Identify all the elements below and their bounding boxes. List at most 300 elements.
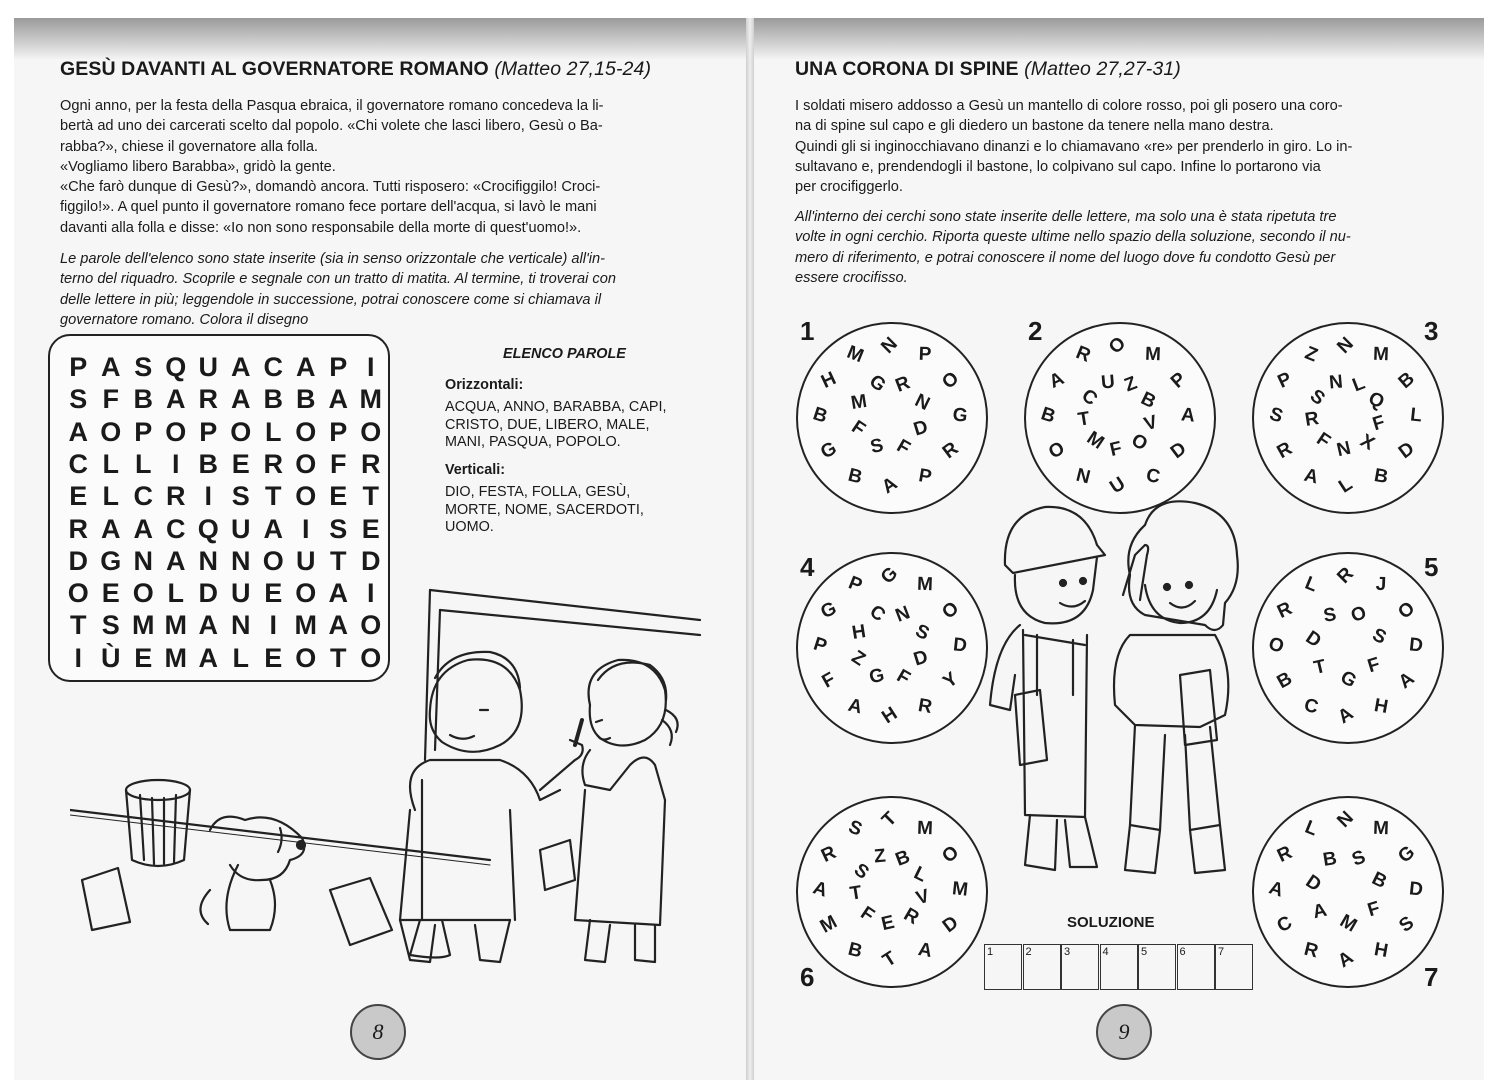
grid-letter: E [134,642,153,673]
grid-letter: S [329,513,348,544]
grid-letter: A [166,545,186,576]
grid-letter: O [132,578,154,609]
circle-letter: N [1335,437,1354,462]
circle-letter: F [892,665,914,690]
grid-letter: B [296,384,316,415]
circle-letter: V [1141,411,1161,436]
grid-letter: B [133,384,153,415]
book-spine [746,18,754,1080]
grid-letter: P [69,352,88,382]
story-text [60,96,700,238]
grid-letter: E [69,481,88,512]
solution-cell[interactable]: 7 [1215,944,1253,990]
circle-letter: C [865,601,890,627]
circle-letter: R [1274,598,1296,623]
circle-letter: T [1076,408,1092,431]
grid-letter: S [231,481,250,512]
grid-letter: M [132,610,155,641]
circle-letter: O [937,841,963,868]
letter-circle [1252,322,1444,514]
grid-letter: O [230,416,252,447]
grid-letter: Q [165,352,187,382]
circle-letter: M [951,878,970,901]
circle-number: 4 [800,552,815,582]
circle-letter: P [917,464,934,488]
circle-letter: L [1301,816,1321,841]
text-line: essere crocifisso. [795,269,908,286]
circle-letter: B [845,464,865,488]
circle-letter: A [1311,900,1330,924]
text-line: Le parole dell'elenco sono state inserite (sia in senso orizzontale che verticale) all'in- [60,251,606,267]
text-line: Quindi gli si inginocchiavano dinanzi e lo chiamavano «re» per prenderlo in giro. Lo in- [795,138,1353,155]
circle-letter: E [879,911,897,936]
bible-reference: (Matteo 27,27-31) [1024,58,1181,80]
grid-letter: A [198,610,218,641]
circle-letter: A [1046,368,1068,393]
grid-letter: E [361,513,380,544]
grid-letter: C [68,448,88,479]
grid-letter: E [264,578,283,609]
circle-letter: R [1333,563,1358,588]
grid-letter: A [198,642,218,673]
circle-number: 2 [1028,316,1043,346]
circle-letter: A [1334,947,1358,973]
grid-letter: E [101,578,120,609]
grid-letter: B [263,384,283,415]
grid-letter: P [329,352,348,382]
circle-letter: D [1301,871,1325,897]
circle-letter: T [1312,656,1329,680]
circle-letter: F [848,416,870,441]
children-with-books-illustration [985,495,1250,890]
circle-letter: S [911,620,933,645]
grid-letter: F [102,384,119,415]
circle-letter: U [1100,371,1116,395]
grid-letter: M [164,610,187,641]
circle-letter: L [1409,404,1423,427]
circle-letter: G [865,371,890,397]
circle-letter: D [1408,878,1424,901]
word-list-line: CRISTO, DUE, LIBERO, MALE, [445,416,650,433]
grid-letter: Ù [101,642,121,673]
circle-letter: N [1328,371,1344,395]
circle-letter: O [1265,633,1287,658]
letter-circle [796,796,988,988]
solution-cell[interactable]: 3 [1061,944,1099,990]
text-line: Ogni anno, per la festa della Pasqua ebraica, il governatore romano concedeva la li- [60,98,604,114]
circle-letter: F [1364,653,1383,678]
grid-letter: C [166,513,186,544]
grid-letter: U [296,545,316,576]
circle-letter: B [1137,387,1160,413]
circle-letter: B [892,845,914,871]
circle-letter: R [1072,342,1094,368]
circle-letter: T [848,882,864,905]
circle-letter: M [817,911,842,938]
circle-letter: A [1266,877,1286,902]
grid-letter: A [68,416,88,447]
grid-letter: L [135,448,152,479]
grid-letter: T [70,610,87,641]
text-line: na di spine sul capo e gli diedero un bastone da tenere nella mano destra. [795,118,1274,135]
word-list [445,346,705,537]
grid-letter: U [198,352,218,382]
grid-letter: O [360,642,382,673]
grid-row [62,383,400,415]
grid-letter: A [263,513,283,544]
text-line: sultavano e, prendendogli il bastone, lo colpivano sul capo. Infine lo portarono via [795,158,1321,175]
grid-letter: O [100,416,122,447]
grid-letter: O [295,448,317,479]
word-list-line: MANI, PASQUA, POPOLO. [445,434,621,450]
circle-letter: S [1349,846,1369,871]
circle-letter: R [899,904,922,930]
horizontal-label: Orizzontali: [445,376,524,393]
circle-letter: R [916,694,934,718]
word-list-heading: ELENCO PAROLE [503,346,626,362]
circle-letter: H [878,703,902,729]
circle-letter: B [1274,668,1297,694]
grid-row [62,448,400,480]
circle-letter: D [1301,627,1325,653]
grid-letter: E [264,642,283,673]
grid-letter: P [199,416,218,447]
page-number: 9 [1096,1004,1152,1060]
grid-letter: A [328,610,348,641]
circle-letter: F [1108,437,1125,462]
story-text [795,96,1442,197]
circle-letter: F [1370,411,1388,435]
grid-letter: S [134,352,153,382]
circle-letter: C [1301,694,1321,718]
header-band [752,18,1484,60]
circle-letter: A [1180,404,1196,427]
circle-letter: M [916,574,934,596]
circle-letter: O [1393,597,1419,624]
circle-letter: D [1166,438,1191,464]
circle-letter: A [1334,703,1358,729]
grid-letter: C [133,481,153,512]
circle-letter: D [952,634,968,657]
grid-letter: E [231,448,250,479]
circle-letter: A [878,473,902,499]
grid-letter: S [69,384,88,415]
circle-letter: N [1333,333,1358,358]
circle-letter: L [1349,372,1369,397]
bible-reference: (Matteo 27,15-24) [494,58,652,80]
circle-letter: J [1375,574,1387,596]
grid-letter: N [231,545,251,576]
text-line: All'interno dei cerchi sono state inserite delle lettere, ma solo una è stata ripetuta tre [795,209,1337,225]
circle-letter: D [1408,634,1424,657]
circle-letter: T [879,947,901,972]
circle-letter: S [1321,604,1338,627]
page-title [60,58,651,81]
letter-circle [1252,796,1444,988]
circle-letter: B [1368,867,1390,893]
circle-letter: S [1306,384,1330,410]
grid-letter: R [263,448,283,479]
grid-letter: O [67,578,89,609]
grid-letter: I [269,610,277,641]
circle-letter: N [1073,464,1093,488]
circle-letter: P [918,344,932,366]
circle-letter: N [877,333,902,358]
circle-letter: A [810,877,830,902]
grid-letter: Q [197,513,219,544]
grid-row [62,351,400,383]
circle-letter: R [892,371,914,397]
grid-letter: L [102,448,119,479]
circle-letter: H [850,620,868,644]
circle-letter: N [1333,807,1358,832]
grid-letter: T [265,481,282,512]
grid-letter: L [232,642,249,673]
text-line: davanti alla folla e disse: «Io non sono responsabile della morte di quest'uomo!». [60,219,582,236]
circle-letter: R [1274,842,1296,867]
grid-letter: O [295,481,317,512]
word-list-line: ACQUA, ANNO, BARABBA, CAPI, [445,399,667,415]
circle-letter: F [856,902,878,927]
circle-letter: C [1144,464,1162,488]
word-list-line: MORTE, NOME, SACERDOTI, [445,501,644,518]
letter-circle [1252,552,1444,744]
grid-letter: P [329,416,348,447]
circle-letter: M [1144,344,1162,366]
grid-row [62,416,400,448]
circle-letter: B [810,403,830,428]
circle-letter: A [916,938,934,962]
circle-letter: S [1394,912,1418,937]
grid-letter: N [198,545,218,576]
grid-letter: B [198,448,218,479]
circle-letter: O [1045,437,1069,464]
circle-letter: M [916,818,934,840]
grid-letter: D [68,545,88,576]
grid-letter: A [231,352,251,382]
circle-letter: A [1301,464,1321,488]
circle-letter: O [1127,429,1151,456]
grid-letter: O [295,642,317,673]
circle-letter: Z [848,646,870,671]
circle-letter: G [1336,666,1360,693]
circle-letter: Z [1121,372,1141,397]
grid-row [62,480,400,512]
grid-letter: A [101,352,121,382]
circle-letter: O [1348,601,1370,627]
word-list-line: DIO, FESTA, FOLLA, GESÙ, [445,484,631,500]
circle-letter: D [938,912,963,938]
circle-letter: F [892,435,914,460]
grid-letter: O [360,416,382,447]
grid-letter: O [295,416,317,447]
circle-number: 5 [1424,552,1439,582]
grid-letter: T [330,545,347,576]
circle-letter: C [1274,912,1297,938]
circle-letter: P [1166,368,1190,393]
grid-letter: O [295,578,317,609]
circle-number: 1 [800,316,815,346]
grid-letter: I [74,642,82,673]
grid-letter: A [296,352,316,382]
circle-letter: O [1104,332,1131,359]
grid-letter: T [362,481,379,512]
circle-letter: F [1364,897,1383,922]
circle-letter: D [911,416,931,441]
circle-letter: O [937,597,963,624]
grid-letter: L [265,416,282,447]
circle-letter: S [1266,403,1286,428]
text-line: volte in ogni cerchio. Riporta queste ultime nello spazio della soluzione, secondo il nu- [795,229,1351,246]
grid-letter: M [294,610,317,641]
circle-letter: H [818,368,840,393]
grid-letter: S [101,610,120,641]
circle-number: 7 [1424,962,1439,992]
header-band [14,18,748,60]
letter-circle [1024,322,1216,514]
solution-label: SOLUZIONE [1067,914,1155,931]
grid-letter: C [263,352,283,382]
word-list-line: UOMO. [445,519,494,535]
circle-letter: N [892,601,914,627]
circle-letter: B [1038,403,1058,428]
circle-letter: B [845,938,865,962]
circle-letter: V [913,885,933,910]
grid-letter: O [262,545,284,576]
grid-letter: F [330,448,347,479]
grid-letter: A [231,384,251,415]
instructions-text [795,207,1442,288]
circle-letter: C [1077,384,1102,410]
text-line: figgilo!». A quel punto il governatore romano fece portare dell'acqua, si lavò le mani [60,199,597,216]
grid-letter: U [231,513,251,544]
circle-letter: H [1372,938,1390,962]
circle-letter: A [845,694,865,718]
circle-letter: B [1372,464,1390,488]
solution-cell[interactable]: 6 [1177,944,1215,990]
circle-letter: L [1301,572,1321,597]
grid-letter: R [361,448,381,479]
grid-letter: D [361,545,381,576]
text-line: I soldati misero addosso a Gesù un mantello di colore rosso, poi gli posero una coro- [795,98,1343,114]
circle-letter: Y [938,668,962,693]
grid-letter: I [301,513,310,544]
circle-letter: R [1301,938,1321,962]
circle-letter: R [938,438,963,464]
grid-letter: O [165,416,187,447]
grid-letter: I [366,578,375,609]
circle-letter: G [876,562,903,589]
circle-letter: S [845,816,866,842]
grid-letter: L [167,578,184,609]
circle-letter: M [1335,910,1361,937]
circle-letter: R [1274,438,1297,464]
grid-letter: A [328,384,348,415]
grid-letter: P [134,416,153,447]
text-line: governatore romano. Colora il disegno [60,311,309,328]
circle-letter: S [868,435,886,459]
circle-number: 6 [800,962,815,992]
text-line: bertà ad uno dei carcerati scelto dal popolo. «Chi volete che lasci libero, Gesù o Ba- [60,118,603,135]
page-number: 8 [350,1004,406,1060]
circle-letter: N [910,390,933,416]
circle-letter: G [817,437,841,464]
circle-letter: Z [873,846,887,868]
grid-letter: D [198,578,218,609]
text-line: «Vogliamo libero Barabba», gridò la gente. [60,158,336,175]
grid-letter: A [133,513,153,544]
circle-letter: M [843,342,867,368]
circle-letter: P [810,633,830,658]
text-line: delle lettere in più; leggendole in successione, potrai conoscere come si chiamava il [60,291,602,308]
circle-letter: X [1356,430,1378,455]
grid-letter: I [204,481,212,512]
grid-letter: I [171,448,180,479]
page-title [795,58,1181,81]
solution-cell[interactable]: 5 [1138,944,1176,990]
circle-letter: G [951,404,969,427]
circle-letter: M [1082,427,1108,454]
grid-letter: N [133,545,153,576]
grid-row [62,513,400,545]
circle-letter: L [1335,473,1357,498]
grid-letter: I [366,352,375,382]
circle-letter: D [911,646,931,671]
grid-letter: A [166,384,186,415]
instructions-text [60,249,700,330]
circle-letter: P [1274,368,1296,393]
letter-circle [796,552,988,744]
solution-cell[interactable]: 1 [984,944,1022,990]
grid-letter: N [231,610,251,641]
circle-letter: S [1368,624,1390,649]
circle-letter: H [1372,694,1390,718]
circle-letter: F [1312,428,1334,453]
text-line: rabba?», chiese il governatore alla folla. [60,138,318,155]
circle-letter: D [1394,438,1419,464]
circle-letter: M [849,390,869,414]
circle-letter: G [1393,841,1419,868]
text-line: mero di riferimento, e potrai conoscere il nome del luogo dove fu condotto Gesù per [795,249,1336,266]
grid-letter: E [329,481,348,512]
circle-letter: P [845,572,866,598]
circle-letter: M [1372,818,1390,840]
grid-letter: G [100,545,122,576]
circle-letter: Z [1301,342,1321,367]
grid-letter: R [68,513,88,544]
circle-letter: G [818,597,841,624]
circle-letter: M [1372,344,1390,366]
text-line: per crocifiggerlo. [795,179,903,196]
grid-letter: R [166,481,186,512]
circle-letter: B [1321,848,1339,872]
grid-letter: U [231,578,251,609]
circle-letter: R [818,842,840,867]
horizontal-words [445,399,705,452]
solution-cell[interactable]: 4 [1100,944,1138,990]
grid-letter: A [101,513,121,544]
solution-cell[interactable]: 2 [1023,944,1061,990]
circle-letter: T [878,808,902,832]
circle-letter: O [937,367,963,394]
circle-letter: L [910,862,931,887]
circle-letter: F [818,668,840,693]
grid-letter: T [330,642,347,673]
circle-number: 3 [1424,316,1439,346]
text-line: terno del riquadro. Scoprile e segnale con un tratto di matita. Al termine, ti troverai con [60,271,616,288]
grid-letter: O [360,610,382,641]
circle-letter: Q [1365,387,1388,413]
